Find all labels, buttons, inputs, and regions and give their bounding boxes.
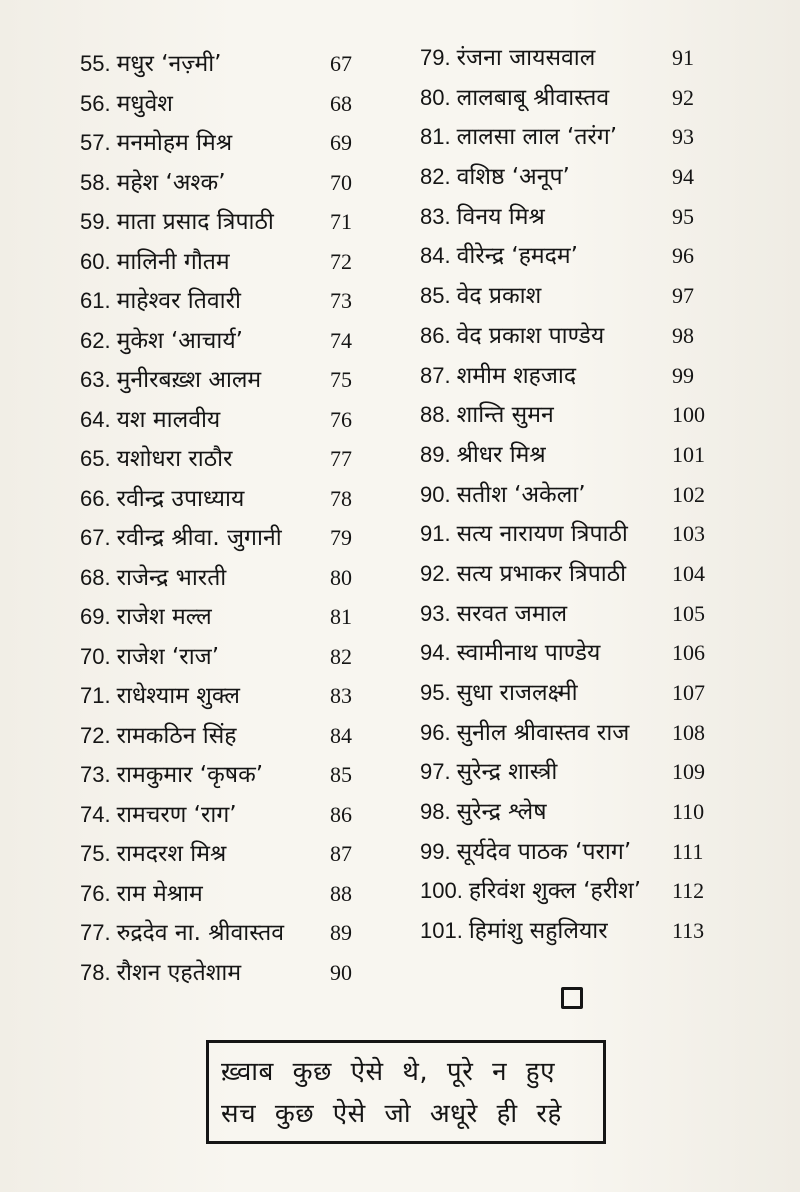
entry-page-number: 101 <box>672 441 705 467</box>
entry-page-number: 88 <box>330 880 352 906</box>
entry-page-number: 67 <box>330 51 352 76</box>
entry-poet-name: वशिष्ठ ‘अनूप’ <box>456 164 570 191</box>
entry-page-number: 105 <box>672 600 705 626</box>
entry-poet-name: विनय मिश्र <box>456 203 545 230</box>
entry-page-number: 81 <box>330 604 352 629</box>
entry-number: 67. <box>80 525 111 550</box>
entry-poet-name: सूर्यदेव पाठक ‘पराग’ <box>456 838 632 865</box>
contents-entry <box>80 360 380 400</box>
entry-number: 90. <box>420 481 451 507</box>
entry-number: 55. <box>80 51 111 76</box>
contents-entry <box>420 594 720 634</box>
entry-number: 61. <box>80 288 111 313</box>
entry-poet-name: रामकुमार ‘कृषक’ <box>116 762 264 788</box>
entry-page-number: 83 <box>330 683 352 708</box>
entry-page-number: 77 <box>330 446 352 471</box>
entry-number: 63. <box>80 367 111 392</box>
entry-page-number: 106 <box>672 640 705 666</box>
entry-page-number: 102 <box>672 481 705 507</box>
contents-entry <box>420 871 720 911</box>
entry-page-number: 113 <box>672 918 705 944</box>
entry-number: 99. <box>420 838 451 864</box>
contents-entry <box>420 356 720 396</box>
entry-number: 77. <box>80 920 111 945</box>
contents-entry <box>420 514 720 554</box>
contents-entry <box>420 633 720 673</box>
entry-poet-name: राजेश मल्ल <box>116 604 212 630</box>
entry-number: 101. <box>420 918 463 944</box>
contents-entry <box>420 78 720 118</box>
quote-line-1: ख़्वाब कुछ ऐसे थे, पूरे न हुए <box>221 1057 555 1087</box>
contents-entry <box>420 38 720 78</box>
contents-entry <box>80 874 380 914</box>
entry-poet-name: वेद प्रकाश <box>456 283 542 310</box>
entry-poet-name: सत्य प्रभाकर त्रिपाठी <box>456 560 627 587</box>
contents-entry <box>420 832 720 872</box>
entry-page-number: 100 <box>672 402 705 428</box>
entry-number: 92. <box>420 560 451 586</box>
entry-page-number: 107 <box>672 680 705 705</box>
entry-page-number: 70 <box>330 169 352 195</box>
entry-number: 87. <box>420 362 451 388</box>
entry-poet-name: रुद्रदेव ना. श्रीवास्तव <box>116 920 285 946</box>
entry-page-number: 95 <box>672 203 694 229</box>
entry-number: 91. <box>420 521 451 547</box>
entry-poet-name: रंजना जायसवाल <box>456 45 596 71</box>
contents-entry <box>420 157 720 197</box>
entry-poet-name: मुकेश ‘आचार्य’ <box>116 327 243 354</box>
quote-box <box>206 1040 606 1144</box>
entry-number: 71. <box>80 683 111 708</box>
entry-poet-name: हरिवंश शुक्ल ‘हरीश’ <box>468 878 642 905</box>
entry-poet-name: राजेन्द्र भारती <box>116 564 227 591</box>
entry-page-number: 104 <box>672 560 705 586</box>
entry-poet-name: राम मेश्राम <box>116 880 203 907</box>
entry-poet-name: सुधा राजलक्ष्मी <box>456 680 578 706</box>
entry-page-number: 69 <box>330 130 352 155</box>
entry-page-number: 108 <box>672 719 705 745</box>
entry-page-number: 89 <box>330 920 352 945</box>
entry-poet-name: माहेश्वर तिवारी <box>116 288 241 314</box>
entry-page-number: 73 <box>330 288 352 313</box>
entry-poet-name: सुनील श्रीवास्तव राज <box>456 719 630 746</box>
entry-page-number: 68 <box>330 90 352 116</box>
entry-poet-name: वीरेन्द्र ‘हमदम’ <box>456 243 578 270</box>
entry-number: 57. <box>80 130 111 155</box>
entry-number: 76. <box>80 880 111 906</box>
contents-entry <box>420 316 720 356</box>
entry-number: 79. <box>420 45 451 70</box>
contents-entry <box>420 911 720 951</box>
entry-page-number: 85 <box>330 762 352 787</box>
entry-number: 100. <box>420 878 463 904</box>
entry-page-number: 92 <box>672 84 694 110</box>
entry-number: 78. <box>80 959 111 985</box>
contents-entry <box>420 475 720 515</box>
contents-entry <box>420 554 720 594</box>
entry-poet-name: राधेश्याम शुक्ल <box>116 683 241 709</box>
entry-number: 86. <box>420 322 451 348</box>
entry-page-number: 76 <box>330 406 352 432</box>
entry-number: 84. <box>420 243 451 269</box>
contents-entry <box>80 637 380 677</box>
entry-poet-name: सरवत जमाल <box>456 600 568 627</box>
contents-entry <box>80 795 380 835</box>
contents-entry <box>80 163 380 203</box>
entry-page-number: 111 <box>672 838 704 864</box>
entry-page-number: 80 <box>330 564 352 590</box>
entry-number: 70. <box>80 643 111 669</box>
entry-poet-name: रामदरश मिश्र <box>116 841 227 867</box>
entry-page-number: 86 <box>330 801 352 827</box>
entry-poet-name: शमीम शहजाद <box>456 362 577 389</box>
entry-poet-name: रौशन एहतेशाम <box>116 959 242 986</box>
hollow-square-icon <box>561 987 583 1009</box>
contents-entry <box>420 713 720 753</box>
entry-page-number: 71 <box>330 209 352 234</box>
entry-poet-name: सत्य नारायण त्रिपाठी <box>456 521 628 548</box>
entry-number: 64. <box>80 406 111 432</box>
entry-poet-name: रामकठिन सिंह <box>116 722 237 749</box>
entry-poet-name: श्रीधर मिश्र <box>456 441 546 468</box>
contents-entry <box>80 716 380 756</box>
contents-entry <box>80 834 380 874</box>
entry-number: 89. <box>420 441 451 467</box>
entry-number: 66. <box>80 485 111 511</box>
entry-number: 98. <box>420 799 451 825</box>
entry-page-number: 93 <box>672 124 694 150</box>
entry-number: 75. <box>80 841 111 866</box>
entry-page-number: 99 <box>672 362 694 388</box>
contents-entry <box>80 84 380 124</box>
entry-poet-name: मनमोहम मिश्र <box>116 130 233 156</box>
entry-number: 72. <box>80 722 111 748</box>
entry-number: 73. <box>80 762 111 787</box>
entry-number: 59. <box>80 209 111 234</box>
entry-page-number: 110 <box>672 799 705 825</box>
contents-entry <box>420 673 720 713</box>
entry-number: 60. <box>80 248 111 274</box>
entry-poet-name: मुनीरबख़्श आलम <box>116 367 262 393</box>
quote-line-2: सच कुछ ऐसे जो अधूरे ही रहे <box>221 1099 562 1129</box>
contents-entry <box>80 518 380 558</box>
contents-entry <box>80 439 380 479</box>
entry-number: 95. <box>420 680 451 705</box>
entry-poet-name: सतीश ‘अकेला’ <box>456 481 586 508</box>
entry-number: 83. <box>420 203 451 229</box>
entry-page-number: 96 <box>672 243 694 269</box>
entry-page-number: 112 <box>672 878 705 904</box>
entry-poet-name: लालसा लाल ‘तरंग’ <box>456 124 618 151</box>
entry-number: 58. <box>80 169 111 195</box>
entry-number: 56. <box>80 90 111 116</box>
entry-number: 81. <box>420 124 451 150</box>
entry-page-number: 82 <box>330 643 352 669</box>
contents-entry <box>80 913 380 953</box>
contents-entry <box>80 400 380 440</box>
entry-number: 97. <box>420 759 451 785</box>
entry-number: 69. <box>80 604 111 629</box>
contents-entry <box>80 123 380 163</box>
entry-page-number: 90 <box>330 959 352 985</box>
contents-entry <box>420 792 720 832</box>
contents-entry <box>80 242 380 282</box>
entry-page-number: 87 <box>330 841 352 866</box>
contents-entry <box>420 435 720 475</box>
entry-page-number: 94 <box>672 164 694 190</box>
entry-number: 93. <box>420 600 451 626</box>
entry-page-number: 84 <box>330 722 352 748</box>
entry-poet-name: यश मालवीय <box>116 406 221 433</box>
contents-entry <box>80 479 380 519</box>
entry-number: 85. <box>420 283 451 309</box>
contents-entry <box>80 558 380 598</box>
entry-number: 96. <box>420 719 451 745</box>
entry-page-number: 79 <box>330 525 352 550</box>
contents-entry <box>420 117 720 157</box>
entry-poet-name: मालिनी गौतम <box>116 248 230 275</box>
entry-poet-name: यशोधरा राठौर <box>116 446 233 472</box>
contents-column-right <box>420 38 720 951</box>
entry-number: 80. <box>420 84 451 110</box>
contents-entry <box>420 276 720 316</box>
contents-entry <box>80 755 380 795</box>
entry-poet-name: सुरेन्द्र श्लेष <box>456 799 547 826</box>
contents-entry <box>80 676 380 716</box>
entry-page-number: 109 <box>672 759 705 785</box>
entry-poet-name: शान्ति सुमन <box>456 402 554 429</box>
entry-poet-name: महेश ‘अश्क’ <box>116 169 226 196</box>
entry-number: 74. <box>80 801 111 827</box>
entry-poet-name: रवीन्द्र उपाध्याय <box>116 485 245 512</box>
entry-number: 68. <box>80 564 111 590</box>
entry-poet-name: मधुवेश <box>116 90 173 117</box>
entry-poet-name: माता प्रसाद त्रिपाठी <box>116 209 274 235</box>
entry-poet-name: मधुर ‘नज़्मी’ <box>116 51 222 77</box>
entry-page-number: 74 <box>330 327 352 353</box>
contents-entry <box>420 197 720 237</box>
entry-page-number: 72 <box>330 248 352 274</box>
entry-poet-name: स्वामीनाथ पाण्डेय <box>456 640 601 667</box>
entry-poet-name: राजेश ‘राज’ <box>116 643 220 670</box>
entry-poet-name: वेद प्रकाश पाण्डेय <box>456 322 605 349</box>
entry-page-number: 91 <box>672 45 694 70</box>
entry-poet-name: रामचरण ‘राग’ <box>116 801 237 828</box>
entry-page-number: 98 <box>672 322 694 348</box>
contents-entry <box>420 752 720 792</box>
entry-poet-name: लालबाबू श्रीवास्तव <box>456 84 610 111</box>
entry-page-number: 97 <box>672 283 694 309</box>
contents-entry <box>80 953 380 993</box>
entry-number: 94. <box>420 640 451 666</box>
entry-page-number: 75 <box>330 367 352 392</box>
contents-column-left <box>80 44 380 992</box>
entry-number: 88. <box>420 402 451 428</box>
contents-entry <box>80 597 380 637</box>
entry-number: 82. <box>420 164 451 190</box>
contents-entry <box>80 44 380 84</box>
contents-entry <box>80 202 380 242</box>
entry-number: 62. <box>80 327 111 353</box>
entry-page-number: 78 <box>330 485 352 511</box>
entry-page-number: 103 <box>672 521 705 547</box>
contents-entry <box>80 281 380 321</box>
contents-entry <box>420 236 720 276</box>
contents-entry <box>420 395 720 435</box>
entry-poet-name: रवीन्द्र श्रीवा. जुगानी <box>116 525 282 551</box>
entry-poet-name: हिमांशु सहुलियार <box>468 918 608 945</box>
entry-number: 65. <box>80 446 111 471</box>
entry-poet-name: सुरेन्द्र शास्त्री <box>456 759 558 786</box>
contents-entry <box>80 321 380 361</box>
